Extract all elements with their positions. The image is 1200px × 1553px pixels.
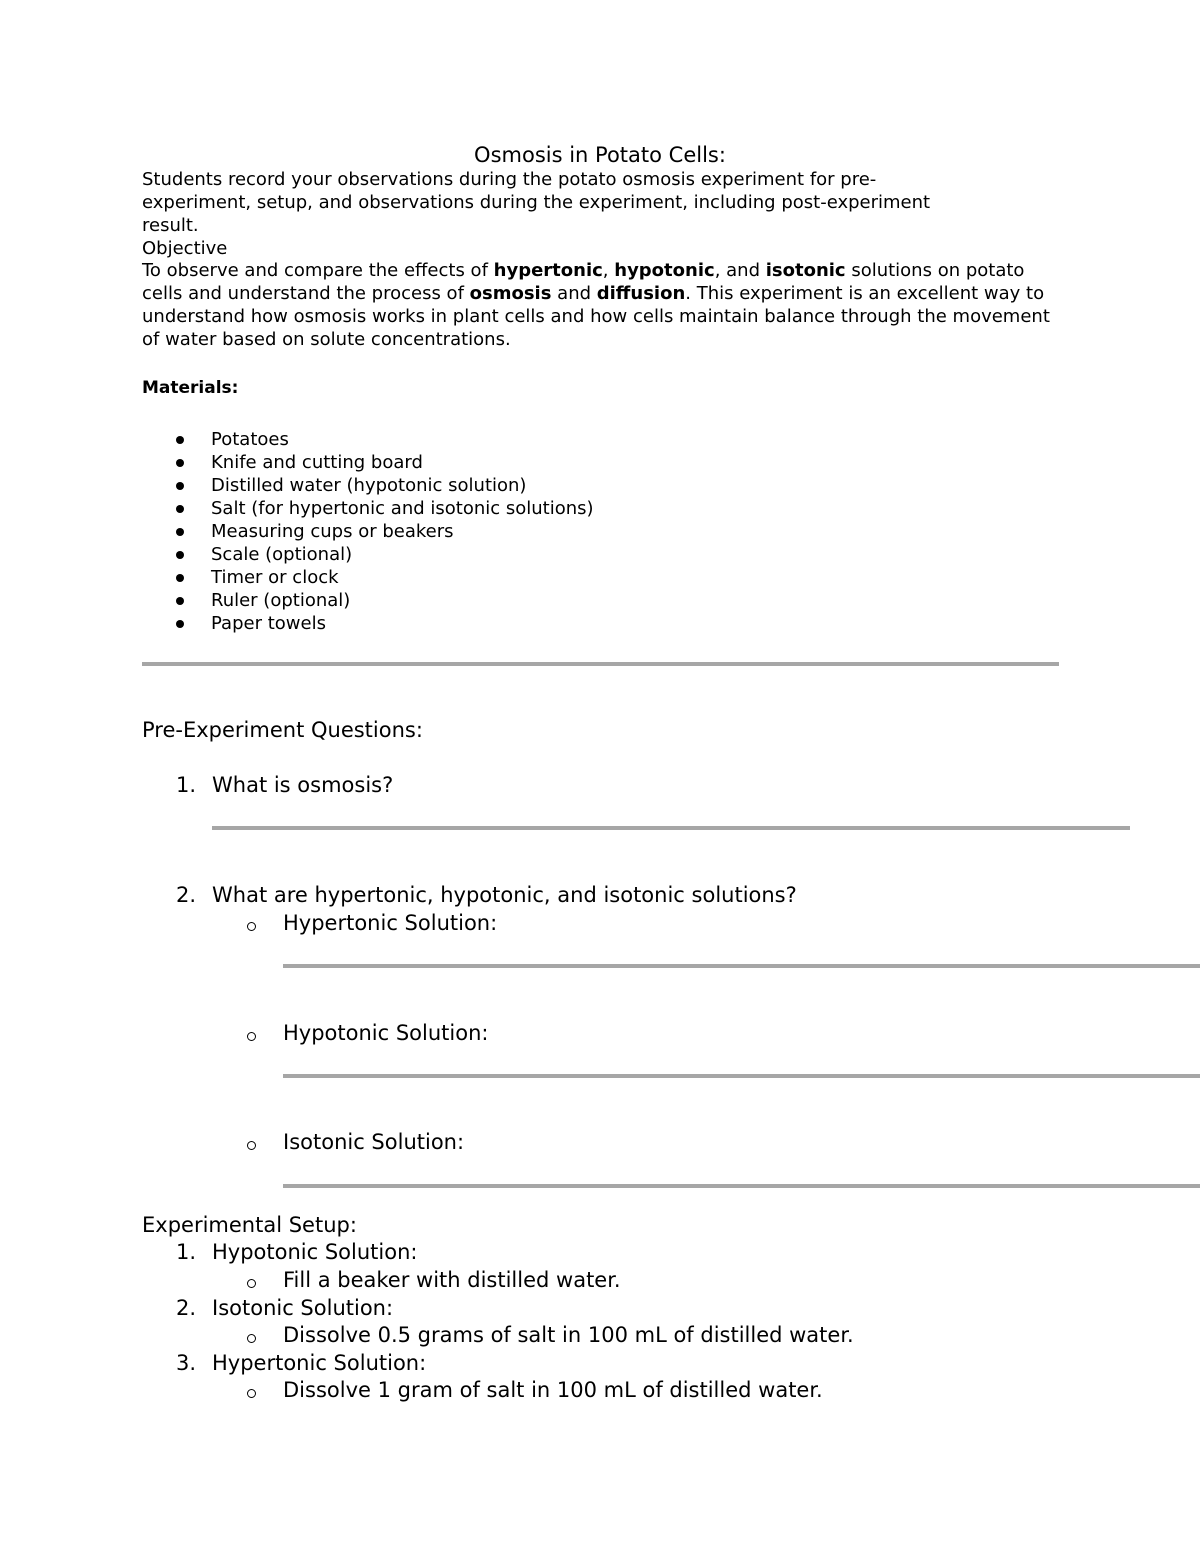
bullet-icon — [176, 482, 184, 490]
intro-line: result. — [142, 215, 199, 236]
bullet-icon — [176, 459, 184, 467]
answer-line[interactable] — [283, 1074, 1200, 1078]
intro-line: Students record your observations during the potato osmosis experiment for pre- — [142, 169, 877, 190]
term-osmosis: osmosis — [469, 283, 552, 304]
question-number: 2. — [176, 883, 197, 907]
circle-bullet-icon — [247, 922, 256, 931]
bullet-icon — [176, 620, 184, 628]
circle-bullet-icon — [247, 1389, 256, 1398]
materials-heading: Materials: — [142, 378, 239, 398]
answer-line[interactable] — [283, 964, 1200, 968]
term-hypotonic: hypotonic — [614, 260, 715, 281]
list-item: Distilled water (hypotonic solution) — [211, 475, 527, 496]
setup-step-title: Hypertonic Solution: — [212, 1351, 427, 1375]
setup-step-number: 2. — [176, 1296, 197, 1320]
term-isotonic: isotonic — [765, 260, 846, 281]
answer-line[interactable] — [283, 1184, 1200, 1188]
circle-bullet-icon — [247, 1279, 256, 1288]
setup-step-title: Hypotonic Solution: — [212, 1240, 418, 1264]
bullet-icon — [176, 551, 184, 559]
bullet-icon — [176, 505, 184, 513]
question-text: What are hypertonic, hypotonic, and isotonic solutions? — [212, 883, 797, 907]
pre-experiment-heading: Pre-Experiment Questions: — [142, 718, 423, 742]
setup-step-detail: Dissolve 1 gram of salt in 100 mL of distilled water. — [283, 1378, 823, 1402]
bullet-icon — [176, 436, 184, 444]
setup-step-detail: Dissolve 0.5 grams of salt in 100 mL of distilled water. — [283, 1323, 854, 1347]
list-item: Timer or clock — [211, 567, 339, 588]
term-hypertonic: hypertonic — [493, 260, 603, 281]
list-item: Salt (for hypertonic and isotonic solutions) — [211, 498, 594, 519]
setup-step-number: 1. — [176, 1240, 197, 1264]
sub-question: Hypertonic Solution: — [283, 911, 498, 935]
list-item: Scale (optional) — [211, 544, 353, 565]
objective-heading: Objective — [142, 238, 228, 259]
objective-paragraph: To observe and compare the effects of hypertonic, hypotonic, and isotonic solutions on potato cells and understand the process of osmosis and diffusion. This experiment is an excellent way to understand how osmosis works in plant cells and how cells maintain balance through the movement of water based on solute concentrations. — [142, 260, 1050, 350]
bullet-icon — [176, 528, 184, 536]
setup-heading: Experimental Setup: — [142, 1213, 357, 1237]
circle-bullet-icon — [247, 1141, 256, 1150]
bullet-icon — [176, 574, 184, 582]
setup-step-number: 3. — [176, 1351, 197, 1375]
sub-question: Hypotonic Solution: — [283, 1021, 489, 1045]
answer-line[interactable] — [212, 826, 1130, 830]
section-divider — [142, 662, 1059, 666]
list-item: Ruler (optional) — [211, 590, 351, 611]
list-item: Measuring cups or beakers — [211, 521, 454, 542]
bullet-icon — [176, 597, 184, 605]
circle-bullet-icon — [247, 1032, 256, 1041]
setup-step-title: Isotonic Solution: — [212, 1296, 394, 1320]
setup-step-detail: Fill a beaker with distilled water. — [283, 1268, 621, 1292]
question-text: What is osmosis? — [212, 773, 394, 797]
circle-bullet-icon — [247, 1334, 256, 1343]
intro-line: experiment, setup, and observations during the experiment, including post-experiment — [142, 192, 931, 213]
list-item: Potatoes — [211, 429, 289, 450]
question-number: 1. — [176, 773, 197, 797]
term-diffusion: diffusion — [596, 283, 686, 304]
list-item: Knife and cutting board — [211, 452, 423, 473]
list-item: Paper towels — [211, 613, 326, 634]
page-title: Osmosis in Potato Cells: — [474, 143, 726, 167]
sub-question: Isotonic Solution: — [283, 1130, 465, 1154]
